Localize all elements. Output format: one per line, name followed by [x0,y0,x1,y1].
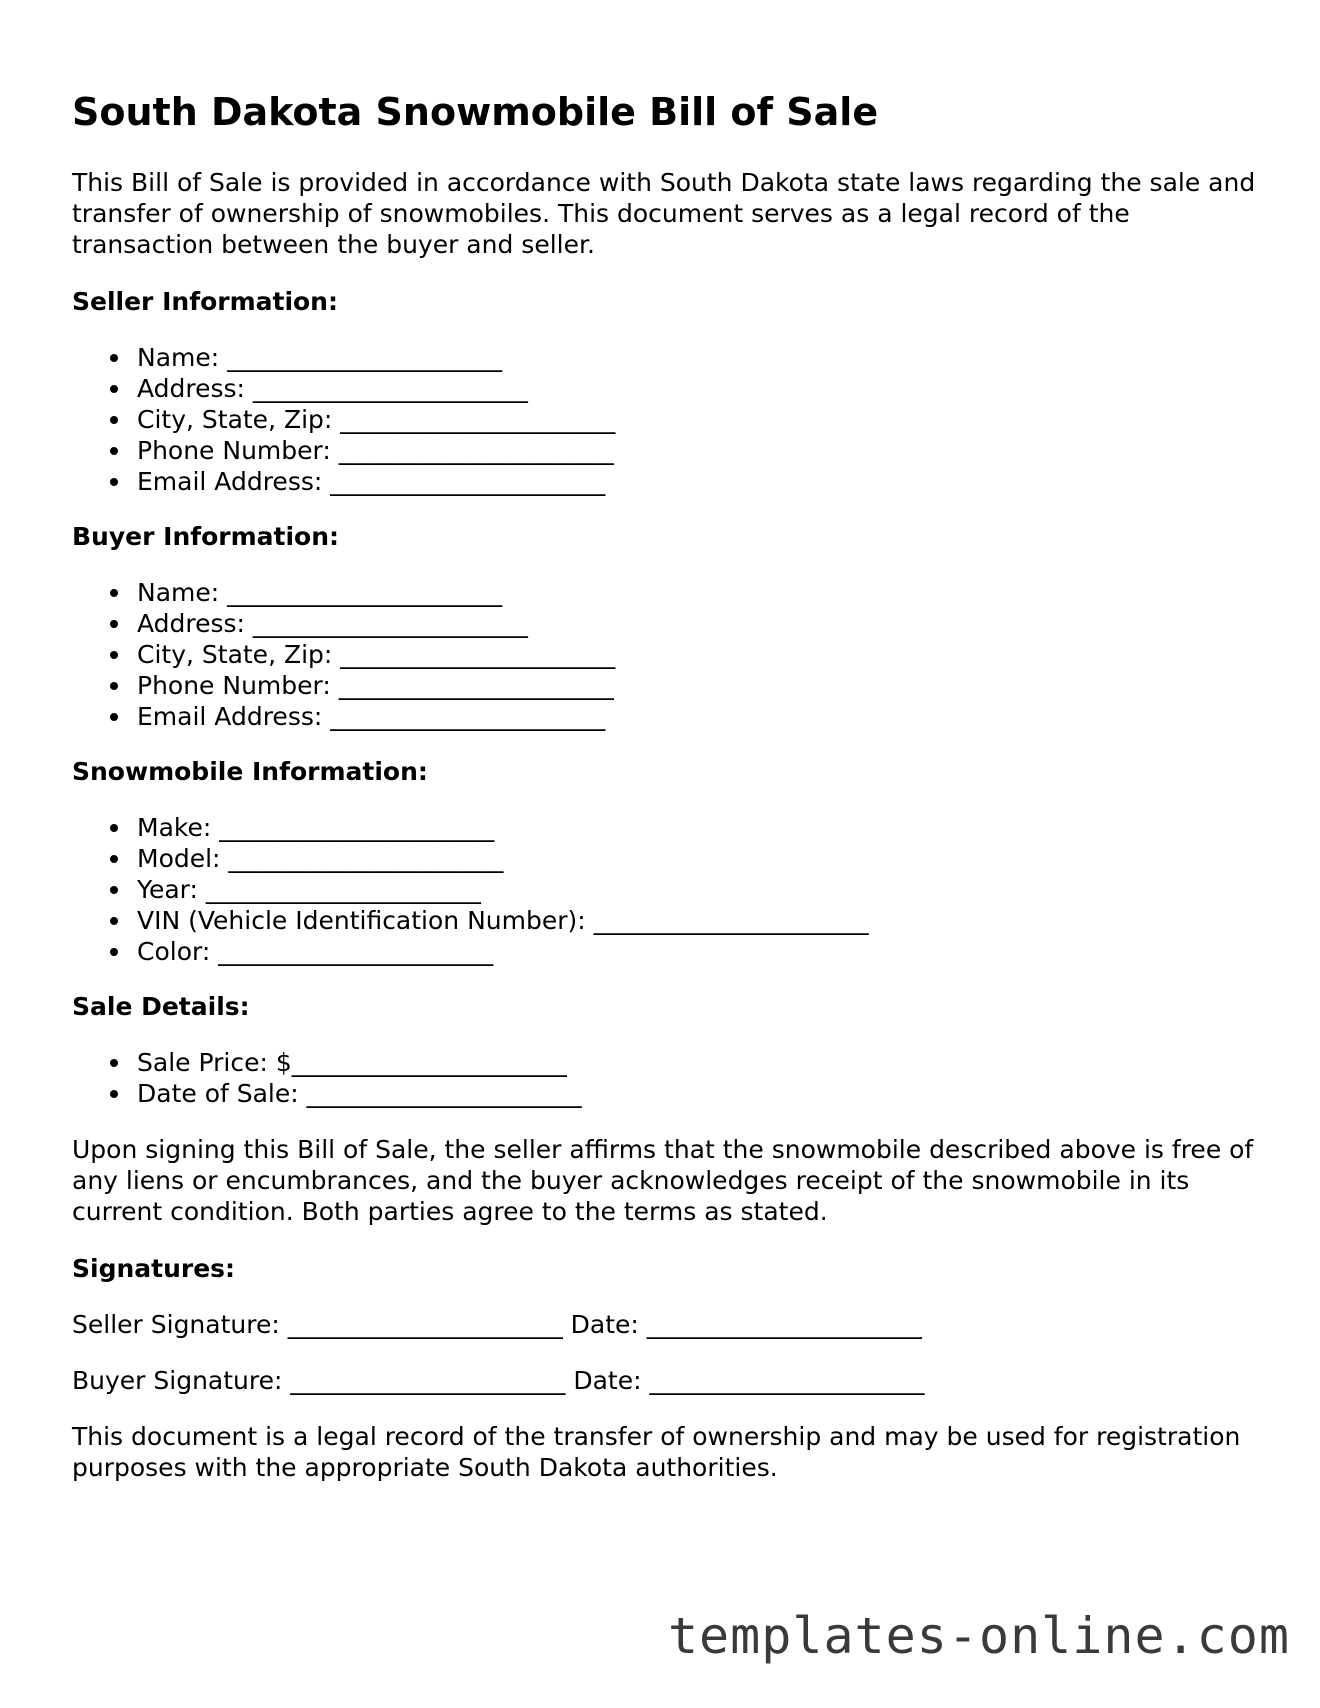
buyer-phone-field[interactable]: Phone Number: ______________________ [72,670,615,701]
affirmation-paragraph: Upon signing this Bill of Sale, the seller affirms that the snowmobile described above is free of any liens or encumbrances, and the buyer acknowledges receipt of the snowmobile in its current condition. Both parties agree to the terms as stated. [72,1135,1254,1226]
snowmobile-year-field[interactable]: Year: ______________________ [72,874,869,905]
snowmobile-model-field[interactable]: Model: ______________________ [72,843,869,874]
closing-paragraph: This document is a legal record of the transfer of ownership and may be used for registration purposes with the appropriate South Dakota authorities. [72,1422,1241,1482]
intro-paragraph: This Bill of Sale is provided in accordance with South Dakota state laws regarding the sale and transfer of ownership of snowmobiles. This document serves as a legal record of the transaction between the buyer and seller. [72,168,1256,259]
snowmobile-make-field[interactable]: Make: ______________________ [72,812,869,843]
snowmobile-color-field[interactable]: Color: ______________________ [72,936,869,967]
buyer-fields [72,577,615,732]
seller-name-field[interactable]: Name: ______________________ [72,342,615,373]
watermark: templates-online.com [667,1607,1290,1665]
buyer-address-field[interactable]: Address: ______________________ [72,608,615,639]
buyer-signature-line[interactable]: Buyer Signature: ______________________ Date: ______________________ [72,1366,925,1395]
seller-heading: Seller Information: [72,287,338,316]
snowmobile-vin-field[interactable]: VIN (Vehicle Identification Number): ______________________ [72,905,869,936]
page-title: South Dakota Snowmobile Bill of Sale [72,90,879,134]
sale-heading: Sale Details: [72,992,250,1021]
buyer-heading: Buyer Information: [72,522,340,551]
signatures-heading: Signatures: [72,1254,236,1283]
snowmobile-heading: Snowmobile Information: [72,757,428,786]
buyer-email-field[interactable]: Email Address: ______________________ [72,701,615,732]
seller-address-field[interactable]: Address: ______________________ [72,373,615,404]
buyer-name-field[interactable]: Name: ______________________ [72,577,615,608]
sale-price-field[interactable]: Sale Price: $______________________ [72,1047,582,1078]
sale-fields [72,1047,582,1109]
seller-fields [72,342,615,497]
seller-city-state-zip-field[interactable]: City, State, Zip: ______________________ [72,404,615,435]
snowmobile-fields [72,812,869,967]
seller-email-field[interactable]: Email Address: ______________________ [72,466,615,497]
seller-signature-line[interactable]: Seller Signature: ______________________ Date: ______________________ [72,1310,922,1339]
buyer-city-state-zip-field[interactable]: City, State, Zip: ______________________ [72,639,615,670]
seller-phone-field[interactable]: Phone Number: ______________________ [72,435,615,466]
sale-date-field[interactable]: Date of Sale: ______________________ [72,1078,582,1109]
